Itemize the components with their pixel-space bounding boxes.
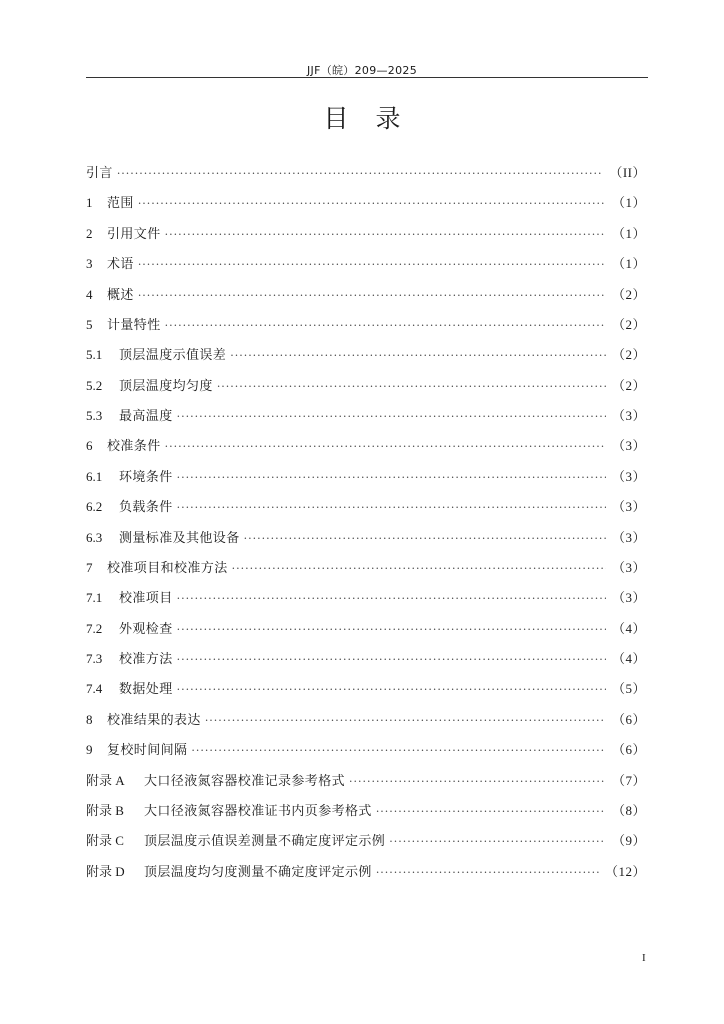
toc-entry-label: 大口径液氮容器校准记录参考格式 [144,773,346,789]
toc-entry-page: （3） [611,499,646,515]
toc-entry-appendix[interactable] [86,800,646,830]
toc-entry-page: （II） [609,165,646,180]
toc-entry-label: 负载条件 [119,500,173,516]
toc-entry[interactable] [86,678,646,708]
toc-entry-label: 范围 [107,196,134,212]
toc-entry-label: 顶层温度示值误差 [119,348,227,364]
dot-leader [177,592,606,605]
header-rule [86,77,648,78]
toc-entry-page: （7） [611,772,646,788]
toc-entry[interactable] [86,557,646,587]
toc-entry-page: （9） [611,833,646,849]
toc-entry[interactable] [86,223,646,253]
toc-entry-page: （1） [611,225,646,241]
toc-entry[interactable] [86,435,646,465]
toc-entry-number: 5 [86,316,93,332]
toc-entry[interactable] [86,314,646,344]
toc-entry-label: 校准结果的表达 [107,712,201,728]
toc-entry[interactable] [86,739,646,769]
toc-entry-page: （3） [611,468,646,484]
dot-leader [177,410,606,423]
toc-entry-number: 5.1 [86,347,103,363]
toc-entry-number: 6.1 [86,468,103,484]
toc-entry-label: 术语 [107,257,134,273]
toc-entry[interactable] [86,375,646,405]
toc-entry-page: （6） [611,711,646,727]
dot-leader [177,623,606,636]
toc-entry-label: 外观检查 [119,621,173,637]
page-folio: I [642,952,646,964]
toc-entry-number: 5.2 [86,377,103,393]
toc-entry-label: 顶层温度均匀度 [119,378,213,394]
toc-entry[interactable] [86,587,646,617]
toc-entry-label: 校准方法 [119,652,173,667]
toc-entry-number: 附录 C [86,833,124,849]
toc-entry-label: 数据处理 [119,682,173,698]
toc-entry-page: （12） [604,863,646,879]
dot-leader [244,532,606,545]
toc-entry-page: （6） [611,742,646,758]
dot-leader [117,167,604,180]
toc-entry-number: 7.2 [86,620,103,636]
toc-entry-appendix[interactable] [86,830,646,860]
toc-entry-page: （1） [611,256,646,272]
toc-entry-number: 4 [86,286,93,302]
dot-leader [232,562,606,575]
toc-entry[interactable] [86,496,646,526]
toc-entry-number: 附录 B [86,802,124,818]
toc-entry-label: 校准项目 [119,591,173,607]
toc-entry-number: 2 [86,225,93,241]
toc-entry-page: （3） [611,408,646,423]
toc-entry-number: 附录 D [86,863,125,879]
toc-entry-label: 大口径液氮容器校准证书内页参考格式 [144,803,372,819]
toc-entry-page: （4） [611,651,646,666]
toc-entry-number: 6.2 [86,499,103,515]
dot-leader [165,440,606,453]
toc-entry[interactable] [86,284,646,314]
toc-entry-label: 环境条件 [119,469,173,485]
toc-entry-page: （3） [611,438,646,454]
toc-entry[interactable] [86,192,646,222]
toc-entry-number: 7 [86,559,93,575]
toc-entry-label: 引用文件 [107,226,161,242]
dot-leader [177,501,606,514]
dot-leader [217,380,606,393]
dot-leader [389,835,606,848]
toc-entry-number: 6.3 [86,529,103,545]
toc-entry-label: 校准条件 [107,439,161,455]
document-code: JJF（皖）209—2025 [306,64,417,77]
toc-entry-page: （3） [611,590,646,606]
toc-entry-label: 引言 [86,166,113,181]
toc-entry-appendix[interactable] [86,861,646,891]
toc-entry-page: （2） [611,286,646,302]
dot-leader [165,228,606,241]
toc-entry-page: （2） [611,316,646,332]
toc-entry-label: 顶层温度示值误差测量不确定度评定示例 [144,834,386,850]
toc-entry-label: 复校时间间隔 [107,743,188,759]
toc-entry-page: （3） [611,529,646,545]
dot-leader [138,258,606,271]
toc-entry-label: 最高温度 [119,409,173,424]
toc-entry-page: （5） [611,681,646,697]
toc-entry-number: 7.4 [86,681,103,697]
dot-leader [138,197,606,210]
dot-leader [205,714,606,727]
toc-entry[interactable] [86,405,646,435]
toc-entry-number: 1 [86,195,93,211]
toc-entry[interactable] [86,648,646,678]
toc-entry-label: 顶层温度均匀度测量不确定度评定示例 [144,864,372,880]
toc-entry-number: 5.3 [86,408,103,423]
toc-entry-number: 3 [86,256,93,272]
dot-leader [376,866,599,879]
dot-leader [349,775,606,788]
toc-entry-label: 计量特性 [107,317,161,333]
toc-entry-number: 7.1 [86,590,103,606]
toc-entry[interactable] [86,344,646,374]
toc-entry[interactable] [86,709,646,739]
dot-leader [165,319,606,332]
toc-entry-number: 附录 A [86,772,125,788]
toc-entry-preface[interactable] [86,162,646,192]
dot-leader [230,349,606,362]
toc-entry[interactable] [86,253,646,283]
toc-entry[interactable] [86,466,646,496]
toc-entry-page: （3） [611,559,646,575]
toc-entry-page: （2） [611,347,646,363]
toc-entry-label: 校准项目和校准方法 [107,560,228,576]
page-title: 目录 [323,104,428,133]
toc-entry-label: 概述 [107,287,134,303]
toc-entry-number: 7.3 [86,651,103,666]
toc-entry[interactable] [86,618,646,648]
dot-leader [177,683,606,696]
toc-entry-number: 8 [86,711,93,727]
toc-entry-label: 测量标准及其他设备 [119,530,240,546]
dot-leader [177,653,606,666]
toc-entry-number: 9 [86,742,93,758]
dot-leader [191,744,606,757]
toc-entry-page: （4） [611,620,646,636]
dot-leader [376,805,606,818]
toc-entry-page: （2） [611,377,646,393]
toc-entry-number: 6 [86,438,93,454]
dot-leader [177,471,606,484]
dot-leader [138,289,606,302]
table-of-contents [86,162,646,891]
toc-entry[interactable] [86,527,646,557]
toc-entry-page: （1） [611,195,646,211]
toc-entry-appendix[interactable] [86,770,646,800]
toc-entry-page: （8） [611,802,646,818]
